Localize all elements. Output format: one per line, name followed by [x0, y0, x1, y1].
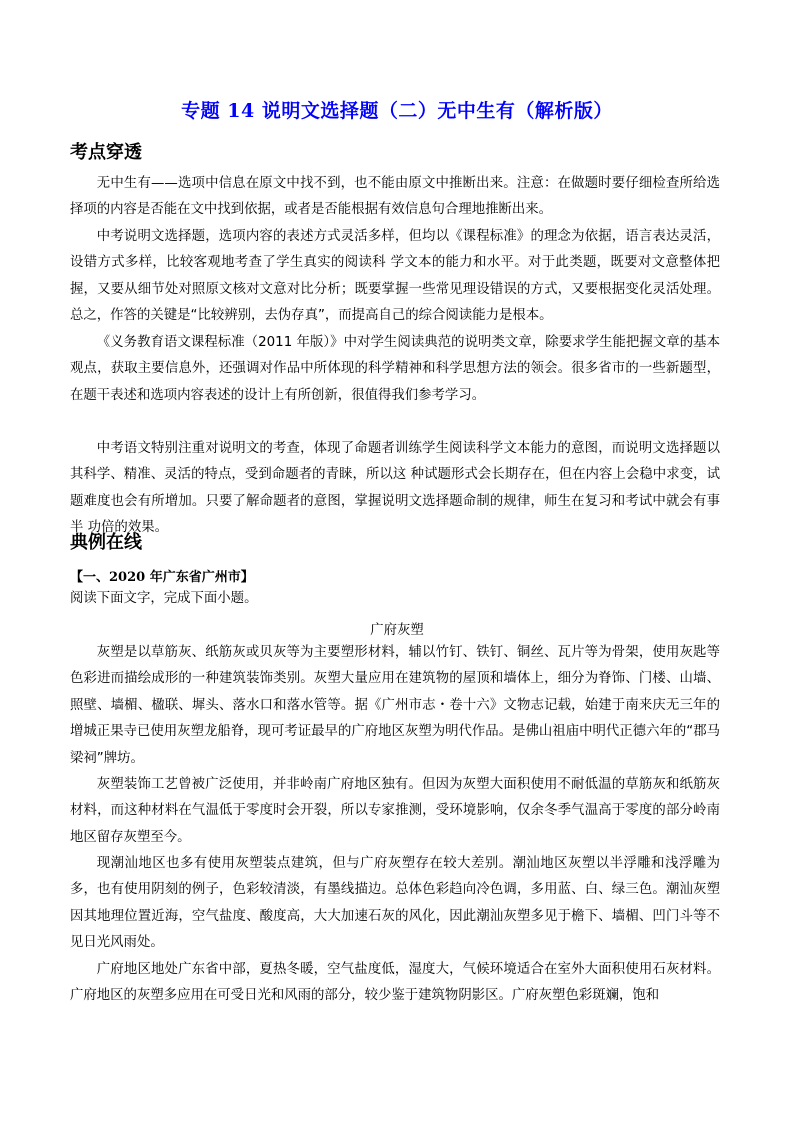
- example-source-heading: 【一、2020 年广东省广州市】: [70, 570, 254, 585]
- section-heading-dianli: 典例在线: [70, 532, 142, 553]
- article-paragraph-1: 灰塑是以草筋灰、纸筋灰或贝灰等为主要塑形材料，辅以竹钉、铁钉、铜丝、瓦片等为骨架，使用灰匙等色彩进而描绘成形的一种建筑装饰类别。灰塑大量应用在建筑物的屋顶和墙体上，细分为脊饰、门楼、山墙、照壁、墙楣、楹联、墀头、落水口和落水管等。据《广州市志・卷十六》文物志记载，始建于南来庆无三年的增城正果寺已使用灰塑龙船脊，现可考证最早的广府地区灰塑为明代作品。是佛山祖庙中明代正德六年的“郡马梁祠”牌坊。: [70, 645, 720, 766]
- paragraph-1: 无中生有——选项中信息在原文中找不到，也不能由原文中推断出来。注意：在做题时要仔细检查所给选择项的内容是否能在文中找到依据，或者是否能根据有效信息句合理地推断出来。: [70, 176, 720, 218]
- paragraph-2: 中考说明文选择题，选项内容的表述方式灵活多样，但均以《课程标准》的理念为依据，语言表达灵活，设错方式多样，比较客观地考查了学生真实的阅读科 学文本的能力和水平。对于此类题，既要对文意整体把握，又要从细节处对照原文核对文意对比分析；既要掌握一些常见理设错误的方式，又要根据变化灵活处理。 总之，作答的关键是“比较辨别，去伪存真”，而提高自己的综合阅读能力是根本。: [70, 229, 720, 324]
- document-title: 专题 14 说明文选择题（二）无中生有（解析版）: [181, 100, 613, 122]
- section-heading-kaodian: 考点穿透: [70, 142, 142, 163]
- paragraph-4: 中考语文特别注重对说明文的考查，体现了命题者训练学生阅读科学文本能力的意图，而说明文选择题以其科学、精准、灵活的特点，受到命题者的青睐，所以这 种试题形式会长期存在，但在内容上会稳中求变，试题难度也会有所增加。只要了解命题者的意图，掌握说明文选择题命制的规律，师生在复习和考试中就会有事半 功倍的效果。: [70, 441, 720, 536]
- paragraph-3: 《义务教育语文课程标准（2011 年版）》中对学生阅读典范的说明类文章，除要求学生能把握文章的基本观点，获取主要信息外，还强调对作品中所体现的科学精神和科学思想方法的领会。很多省市的一些新题型，在题干表述和选项内容表述的设计上有所创新，很值得我们参考学习。: [70, 335, 720, 403]
- article-paragraph-2: 灰塑装饰工艺曾被广泛使用，并非岭南广府地区独有。但因为灰塑大面积使用不耐低温的草筋灰和纸筋灰材料，而这种材料在气温低于零度时会开裂，所以专家推测，受环境影响，仅余冬季气温高于零度的部分岭南地区留存灰塑至今。: [70, 777, 720, 845]
- article-paragraph-3: 现潮汕地区也多有使用灰塑装点建筑，但与广府灰塑存在较大差别。潮汕地区灰塑以半浮雕和浅浮雕为多，也有使用阴刻的例子，色彩较清淡，有墨线描边。总体色彩趋向冷色调，多用蓝、白、绿三色。潮汕灰塑因其地理位置近海，空气盐度、酸度高，大大加速石灰的风化，因此潮汕灰塑多见于檐下、墙楣、凹门斗等不见日光风雨处。: [70, 856, 720, 951]
- article-paragraph-4: 广府地区地处广东省中部，夏热冬暖，空气盐度低，湿度大，气候环境适合在室外大面积使用石灰材料。广府地区的灰塑多应用在可受日光和风雨的部分，较少鉴于建筑物阴影区。广府灰塑色彩斑斓，饱和: [70, 962, 720, 1004]
- article-title: 广府灰塑: [370, 623, 424, 638]
- instruction-text: 阅读下面文字，完成下面小题。: [70, 591, 258, 606]
